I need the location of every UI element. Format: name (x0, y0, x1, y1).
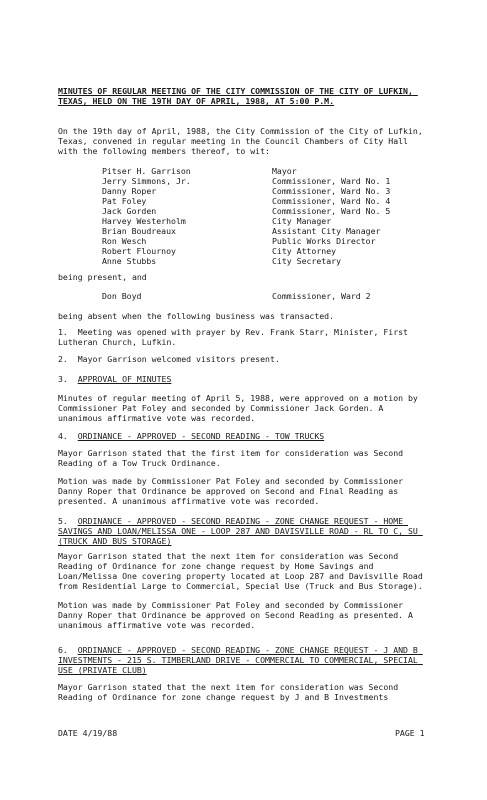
intro-paragraph: On the 19th day of April, 1988, the City Commission of the City of Lufkin, Texas, convened in regular meeting in the Council Chambers of City Hall with the following members thereof, to wit: (58, 126, 428, 156)
being-absent-text: being absent when the following business was transacted. (58, 311, 335, 321)
item-5-paragraph-1: Mayor Garrison stated that the next item for consideration was Second Reading of Ordinance for zone change request by Home Savings and Loan/Melissa One covering property located at Loop 287 and Davisville Road from Residential Large to Commercial, Special Use (Truck and Bus Storage). (58, 551, 428, 591)
item-4-paragraph-2: Motion was made by Commissioner Pat Foley and seconded by Commissioner Danny Roper that Ordinance be approved on Second and Final Reading as presented. A unanimous affirmative vote was recorded. (58, 476, 408, 506)
member-name: Anne Stubbs (102, 256, 157, 266)
item-5-paragraph-2: Motion was made by Commissioner Pat Foley and seconded by Commissioner Danny Roper that Ordinance be approved on Second Reading as presented. A unanimous affirmative vote was recorded. (58, 600, 418, 630)
member-title: Assistant City Manager (272, 226, 381, 236)
item-6-heading (58, 645, 430, 675)
member-title: Commissioner, Ward No. 3 (272, 186, 391, 196)
member-title: Commissioner, Ward No. 5 (272, 206, 391, 216)
member-title: City Secretary (272, 256, 342, 266)
item-5-title: ORDINANCE - APPROVED - SECOND READING - ZONE CHANGE REQUEST - HOME SAVINGS AND LOAN/MELISSA ONE - LOOP 287 AND DAVISVILLE ROAD - RL TO C, SU (TRUCK AND BUS STORAGE) (58, 516, 423, 546)
member-title: Mayor (272, 166, 297, 176)
item-3-heading (58, 374, 430, 384)
member-title: Public Works Director (272, 236, 376, 246)
item-3-title: APPROVAL OF MINUTES (77, 374, 172, 384)
item-3-number: 3. (58, 374, 68, 384)
member-name: Jerry Simmons, Jr. (102, 176, 191, 186)
member-name: Jack Gorden (102, 206, 157, 216)
minutes-heading: MINUTES OF REGULAR MEETING OF THE CITY COMMISSION OF THE CITY OF LUFKIN, TEXAS, HELD ON THE 19TH DAY OF APRIL, 1988, AT 5:00 P.M. (58, 86, 418, 106)
absent-member-title: Commissioner, Ward 2 (272, 291, 371, 301)
item-4-heading (58, 431, 430, 441)
member-name: Brian Boudreaux (102, 226, 176, 236)
item-6-paragraph: Mayor Garrison stated that the next item for consideration was Second Reading of Ordinance for zone change request by J and B Investments (58, 682, 404, 702)
member-name: Robert Flournoy (102, 246, 176, 256)
member-title: City Manager (272, 216, 332, 226)
item-5-heading (58, 516, 430, 546)
member-name: Pat Foley (102, 196, 147, 206)
footer-page-number: PAGE 1 (395, 728, 425, 738)
member-name: Harvey Westerholm (102, 216, 186, 226)
item-4-number: 4. (58, 431, 68, 441)
member-name: Ron Wesch (102, 236, 147, 246)
being-present-text: being present, and (58, 272, 147, 282)
item-2-paragraph: 2. Mayor Garrison welcomed visitors present. (58, 354, 280, 364)
member-name: Danny Roper (102, 186, 157, 196)
item-6-number: 6. (58, 645, 68, 655)
member-name: Pitser H. Garrison (102, 166, 191, 176)
item-1-paragraph: 1. Meeting was opened with prayer by Rev. Frank Starr, Minister, First Lutheran Church, Lufkin. (58, 327, 413, 347)
item-3-paragraph: Minutes of regular meeting of April 5, 1988, were approved on a motion by Commissioner Pat Foley and seconded by Commissioner Jack Gorden. A unanimous affirmative vote was recorded. (58, 393, 423, 423)
member-title: Commissioner, Ward No. 1 (272, 176, 391, 186)
item-4-title: ORDINANCE - APPROVED - SECOND READING - TOW TRUCKS (77, 431, 325, 441)
item-6-title: ORDINANCE - APPROVED - SECOND READING - ZONE CHANGE REQUEST - J AND B INVESTMENTS - 215 S. TIMBERLAND DRIVE - COMMERCIAL TO COMMERCIAL, SPECIAL USE (PRIVATE CLUB) (58, 645, 423, 675)
member-title: City Attorney (272, 246, 337, 256)
absent-member-name: Don Boyd (102, 291, 142, 301)
item-4-paragraph-1: Mayor Garrison stated that the first item for consideration was Second Reading of a Tow Truck Ordinance. (58, 448, 408, 468)
item-5-number: 5. (58, 516, 68, 526)
member-title: Commissioner, Ward No. 4 (272, 196, 391, 206)
footer-date: DATE 4/19/88 (58, 728, 118, 738)
